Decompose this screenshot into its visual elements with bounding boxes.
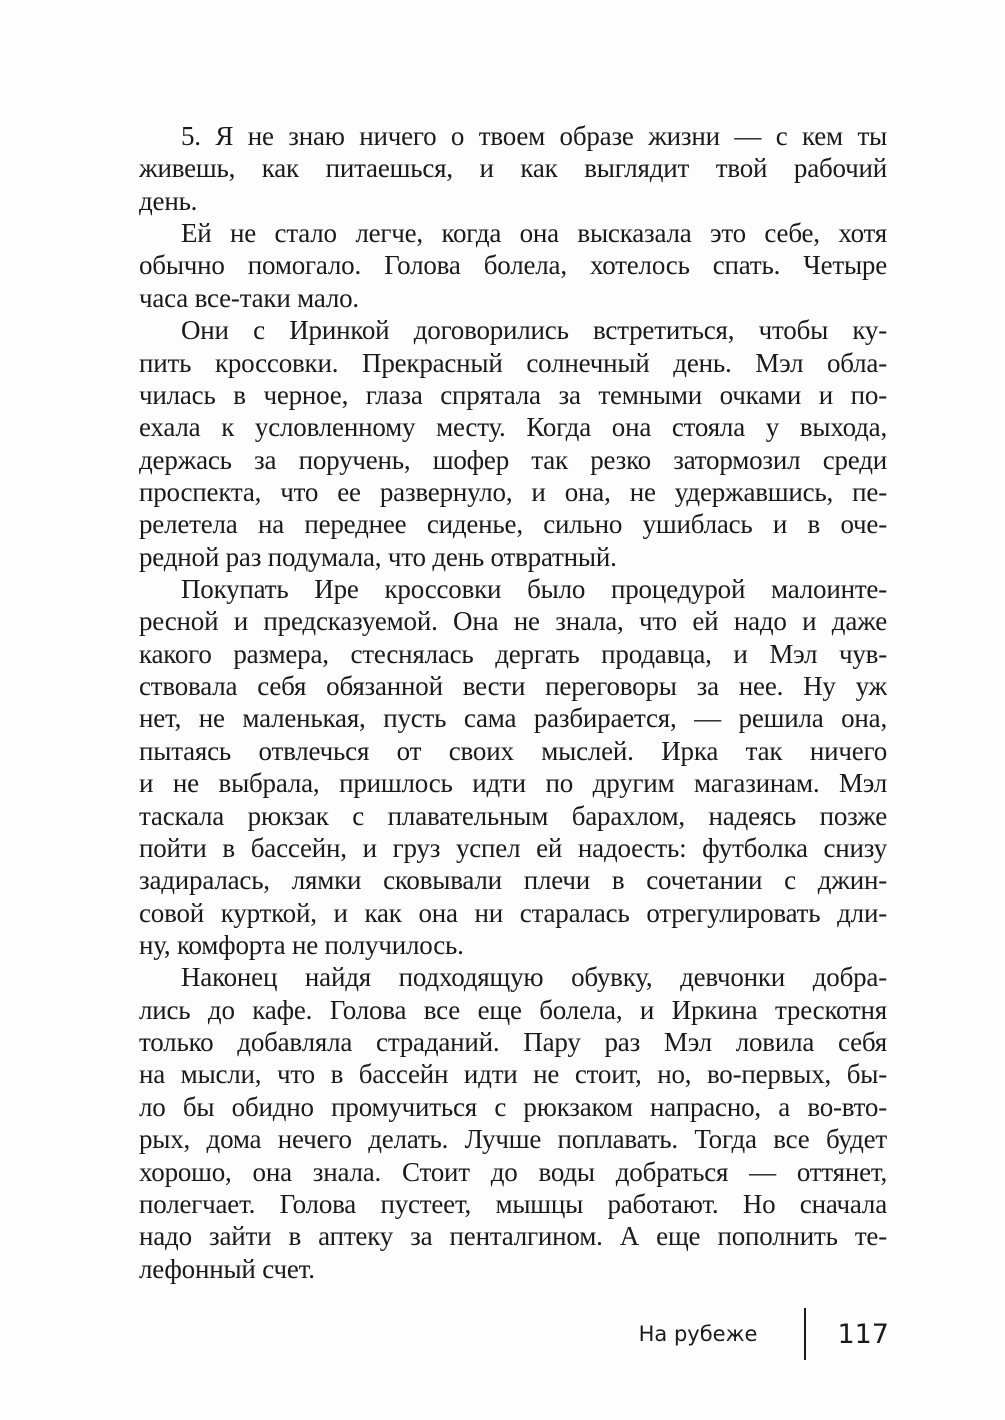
text-line: обычно помогало. Голова болела, хотелось спать. Четыре	[139, 250, 887, 281]
text-line: полегчает. Голова пустеет, мышцы работают. Но сначала	[139, 1188, 887, 1219]
text-line: ло бы обидно промучиться с рюкзаком напрасно, а во-вто-	[139, 1091, 887, 1122]
text-line: задиралась, лямки сковывали плечи в сочетании с джин-	[139, 865, 887, 896]
text-line: Покупать Ире кроссовки было процедурой малоинте-	[181, 574, 887, 605]
text-line: Они с Иринкой договорились встретиться, чтобы ку-	[181, 315, 887, 346]
text-line: только добавляла страданий. Пару раз Мэл ловила себя	[139, 1027, 887, 1058]
text-line: таскала рюкзак с плавательным барахлом, надеясь позже	[139, 800, 887, 831]
page-number: 117	[837, 1318, 889, 1350]
text-line: на мысли, что в бассейн идти не стоит, но, во-первых, бы-	[139, 1059, 887, 1090]
text-line: пойти в бассейн, и груз успел ей надоесть: футболка снизу	[139, 832, 887, 863]
text-line: пытаясь отвлечься от своих мыслей. Ирка так ничего	[139, 735, 887, 766]
text-line: релетела на переднее сиденье, сильно ушиблась и в оче-	[139, 509, 887, 540]
text-line: день.	[139, 185, 198, 216]
text-line: совой курткой, и как она ни старалась отрегулировать дли-	[139, 897, 887, 928]
text-line: 5. Я не знаю ничего о твоем образе жизни — с кем ты	[181, 121, 887, 151]
text-line: ехала к условленному месту. Когда она стояла у выхода,	[139, 412, 887, 443]
text-line: часа все-таки мало.	[139, 282, 359, 313]
text-line: держась за поручень, шофер так резко затормозил среди	[139, 444, 887, 475]
text-line: лефонный счет.	[139, 1253, 315, 1284]
text-line: хорошо, она знала. Стоит до воды добраться — оттянет,	[139, 1156, 887, 1187]
text-line: надо зайти в аптеку за пенталгином. А еще пополнить те-	[139, 1221, 887, 1252]
text-line: живешь, как питаешься, и как выглядит твой рабочий	[139, 153, 887, 184]
text-line: рых, дома нечего делать. Лучше поплавать. Тогда все будет	[139, 1124, 887, 1155]
text-line: и не выбрала, пришлось идти по другим магазинам. Мэл	[139, 768, 887, 799]
text-line: пить кроссовки. Прекрасный солнечный день. Мэл обла-	[139, 347, 887, 378]
text-line: редной раз подумала, что день отвратный.	[139, 541, 617, 572]
text-line: нет, не маленькая, пусть сама разбирается, — решила она,	[139, 703, 887, 734]
text-body	[139, 120, 887, 1285]
running-title: На рубеже	[638, 1322, 758, 1346]
text-line: Наконец найдя подходящую обувку, девчонки добра-	[181, 962, 887, 993]
page-footer	[639, 1308, 889, 1360]
text-line: проспекта, что ее развернуло, и она, не удержавшись, пе-	[139, 476, 887, 507]
text-line: ствовала себя обязанной вести переговоры за нее. Ну уж	[139, 671, 887, 702]
text-line: лись до кафе. Голова все еще болела, и Иркина трескотня	[139, 994, 887, 1025]
text-line: Ей не стало легче, когда она высказала это себе, хотя	[181, 218, 887, 249]
text-line: чилась в черное, глаза спрятала за темными очками и по-	[139, 379, 887, 410]
footer-divider	[804, 1308, 806, 1360]
text-line: какого размера, стеснялась дергать продавца, и Мэл чув-	[139, 638, 887, 669]
text-line: ресной и предсказуемой. Она не знала, что ей надо и даже	[139, 606, 887, 637]
text-line: ну, комфорта не получилось.	[139, 929, 464, 960]
